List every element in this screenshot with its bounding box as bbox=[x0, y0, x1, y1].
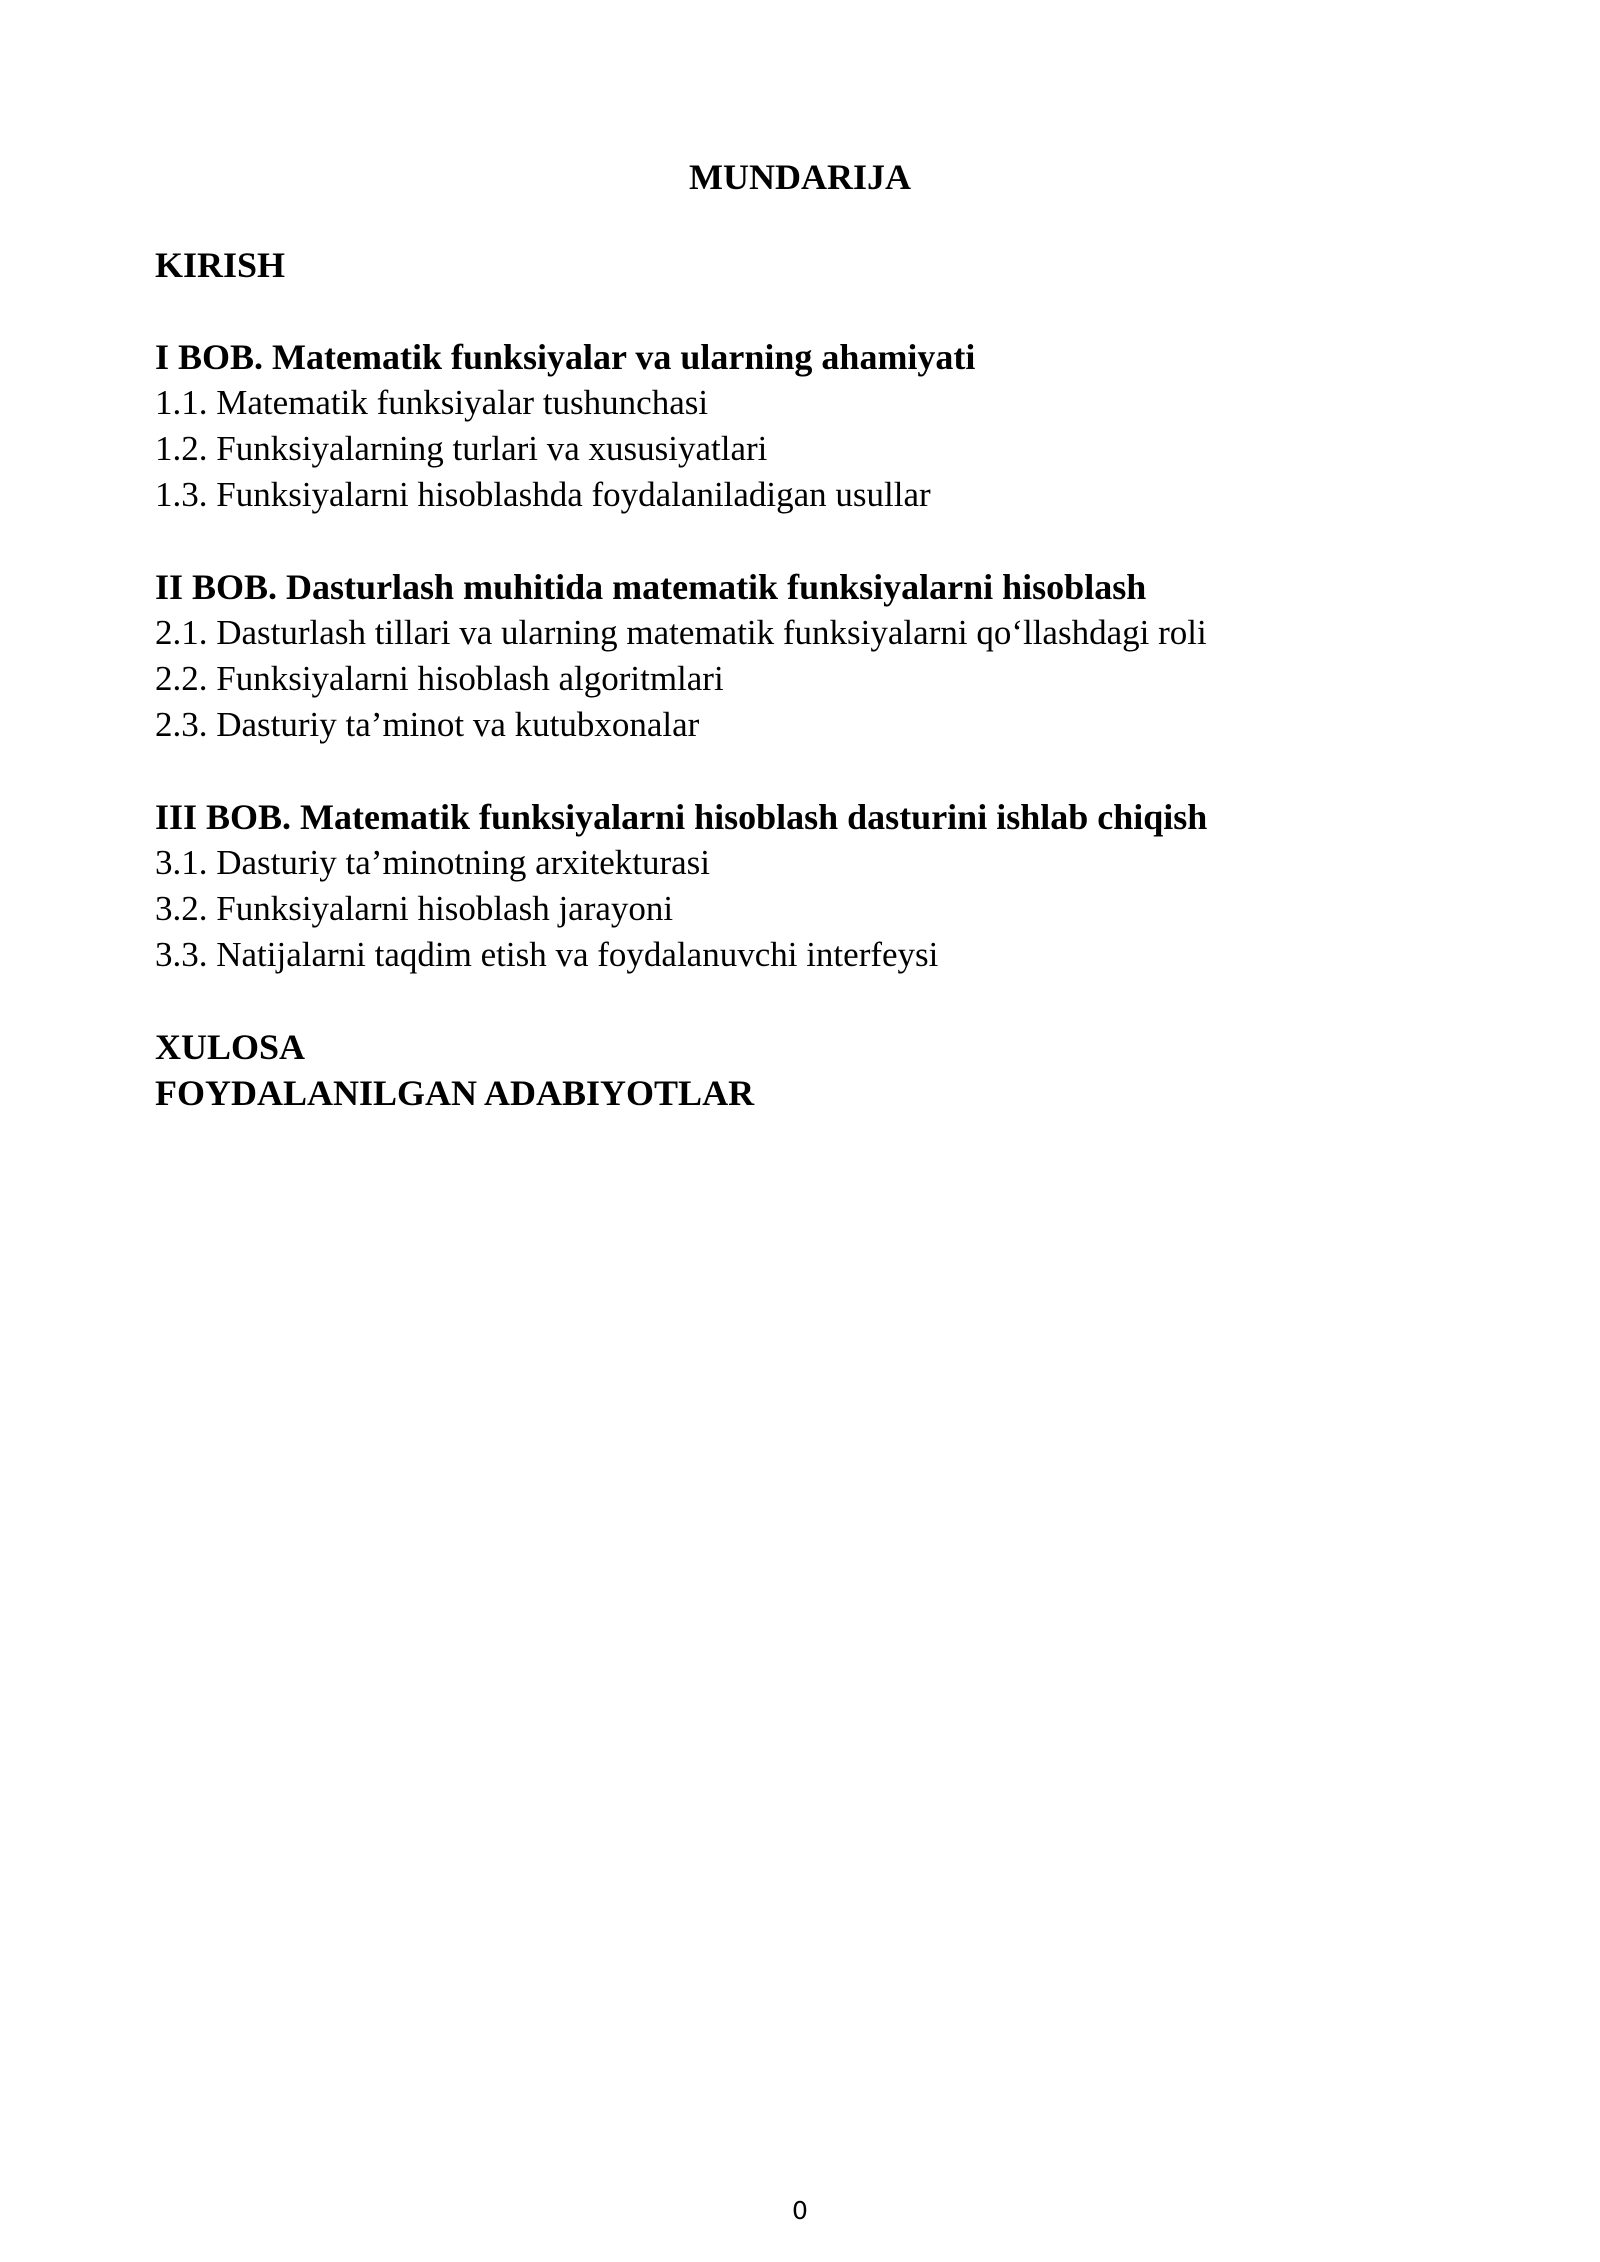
page-number: 0 bbox=[792, 2196, 808, 2225]
toc-spacer bbox=[155, 518, 1495, 564]
toc-section-3-3: 3.3. Natijalarni taqdim etish va foydalanuvchi interfeysi bbox=[155, 935, 939, 974]
toc-intro: KIRISH bbox=[155, 245, 286, 285]
toc-chapter-3-heading: III BOB. Matematik funksiyalarni hisoblash dasturini ishlab chiqish bbox=[155, 797, 1208, 837]
table-of-contents bbox=[155, 242, 1495, 1116]
toc-section-2-2: 2.2. Funksiyalarni hisoblash algoritmlari bbox=[155, 659, 724, 698]
toc-section-3-1: 3.1. Dasturiy ta’minotning arxitekturasi bbox=[155, 843, 711, 882]
toc-section-2-3: 2.3. Dasturiy ta’minot va kutubxonalar bbox=[155, 705, 700, 744]
toc-spacer bbox=[155, 978, 1495, 1024]
toc-section-1-2: 1.2. Funksiyalarning turlari va xususiyatlari bbox=[155, 429, 768, 468]
toc-section-2-1: 2.1. Dasturlash tillari va ularning matematik funksiyalarni qo‘llashdagi roli bbox=[155, 613, 1207, 652]
toc-conclusion: XULOSA bbox=[155, 1027, 306, 1067]
toc-section-3-2: 3.2. Funksiyalarni hisoblash jarayoni bbox=[155, 889, 674, 928]
toc-spacer bbox=[155, 288, 1495, 334]
toc-section-1-3: 1.3. Funksiyalarni hisoblashda foydalaniladigan usullar bbox=[155, 475, 931, 514]
toc-section-1-1: 1.1. Matematik funksiyalar tushunchasi bbox=[155, 383, 709, 422]
toc-spacer bbox=[155, 748, 1495, 794]
toc-chapter-1-heading: I BOB. Matematik funksiyalar va ularning ahamiyati bbox=[155, 337, 976, 377]
page-title: MUNDARIJA bbox=[689, 157, 911, 197]
toc-references: FOYDALANILGAN ADABIYOTLAR bbox=[155, 1073, 755, 1113]
toc-chapter-2-heading: II BOB. Dasturlash muhitida matematik funksiyalarni hisoblash bbox=[155, 567, 1147, 607]
